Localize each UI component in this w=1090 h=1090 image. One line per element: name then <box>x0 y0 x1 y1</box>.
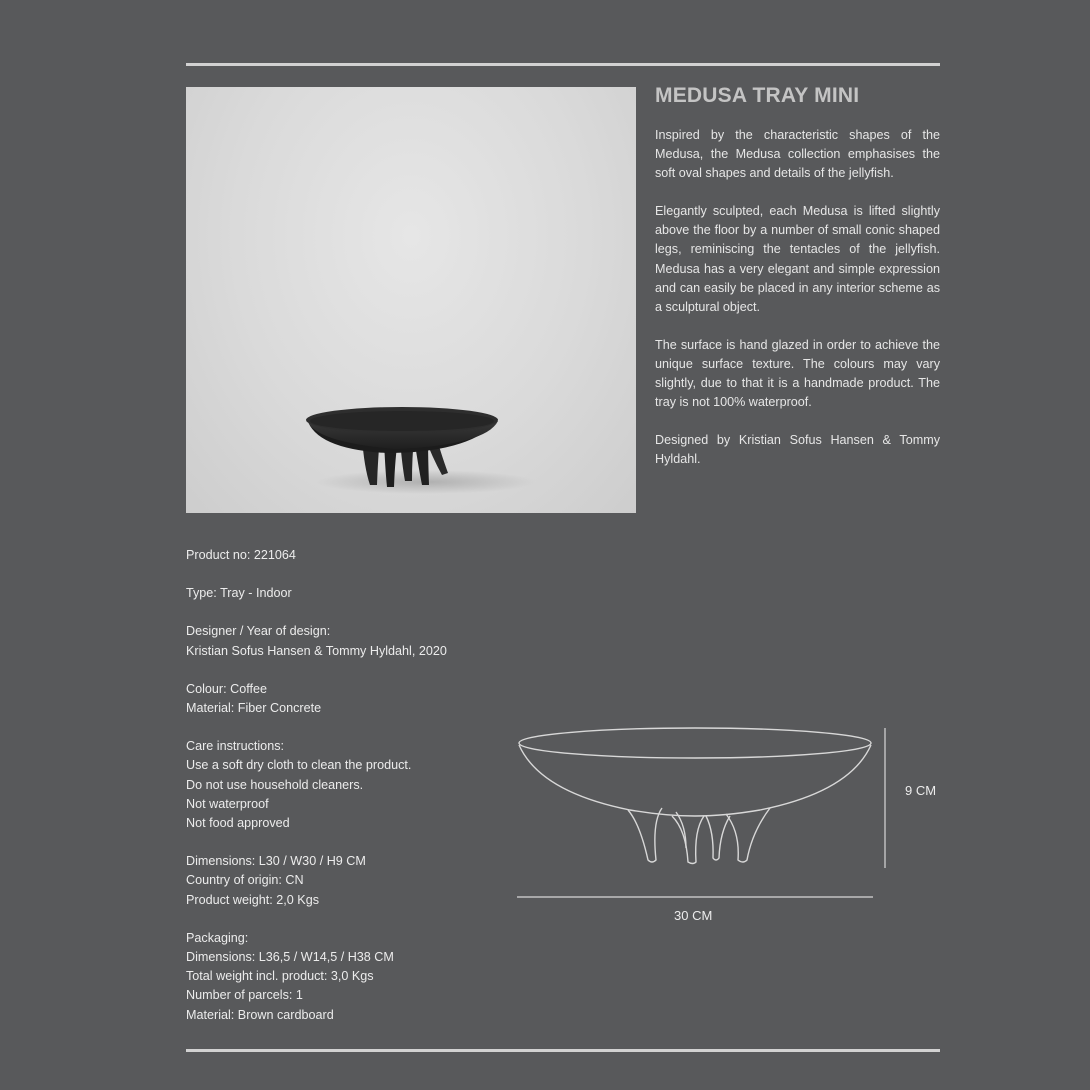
spec-line: Material: Fiber Concrete <box>186 701 322 716</box>
spec-line: Type: Tray - Indoor <box>186 586 292 601</box>
spec-packaging <box>186 929 516 1025</box>
top-divider <box>186 63 940 66</box>
spec-line: Not waterproof <box>186 796 269 811</box>
description-paragraph: The surface is hand glazed in order to achieve the unique surface texture. The colours may vary slightly, due to that it is a handmade product. The tray is not 100% waterproof. <box>655 337 940 410</box>
width-dimension-label: 30 CM <box>674 908 713 923</box>
product-title: MEDUSA TRAY MINI <box>655 84 860 107</box>
spec-line: Product no: 221064 <box>186 548 296 562</box>
spec-type <box>186 584 516 603</box>
spec-line: Care instructions: <box>186 739 284 754</box>
tray-leg-outline <box>726 808 770 862</box>
technical-drawing <box>500 712 900 912</box>
description-paragraph: Designed by Kristian Sofus Hansen & Tommy Hyldahl. <box>655 433 940 467</box>
spec-care <box>186 737 516 833</box>
tray-rim-outline <box>519 728 871 758</box>
description-paragraph: Elegantly sculpted, each Medusa is lifted slightly above the floor by a number of small conic shaped legs, reminiscing the tentacles of the jellyfish. Medusa has a very elegant and simple expression and can easily be placed in any interior scheme as a sculptural object. <box>655 204 940 314</box>
product-description <box>655 126 940 488</box>
tray-leg-outline <box>706 816 730 860</box>
spec-line: Dimensions: L36,5 / W14,5 / H38 CM <box>186 950 394 965</box>
spec-line: Product weight: 2,0 Kgs <box>186 892 320 907</box>
product-specs <box>186 546 516 1044</box>
spec-line: Material: Brown cardboard <box>186 1007 334 1022</box>
spec-line: Colour: Coffee <box>186 681 267 696</box>
tray-leg-outline <box>672 816 704 864</box>
spec-product-no <box>186 546 516 565</box>
spec-colour-material <box>186 680 516 718</box>
product-photo <box>186 87 636 513</box>
spec-line: Dimensions: L30 / W30 / H9 CM <box>186 854 366 869</box>
spec-line: Kristian Sofus Hansen & Tommy Hyldahl, 2020 <box>186 643 447 658</box>
spec-designer <box>186 622 516 660</box>
spec-line: Total weight incl. product: 3,0 Kgs <box>186 969 374 984</box>
spec-line: Packaging: <box>186 930 249 945</box>
medusa-tray-image <box>186 87 636 513</box>
spec-dimensions <box>186 852 516 910</box>
spec-line: Designer / Year of design: <box>186 624 331 639</box>
spec-line: Do not use household cleaners. <box>186 777 364 792</box>
description-paragraph: Inspired by the characteristic shapes of the Medusa, the Medusa collection emphasises the soft oval shapes and details of the jellyfish. <box>655 128 940 181</box>
spec-line: Use a soft dry cloth to clean the product. <box>186 758 412 773</box>
tray-body-outline <box>519 745 871 816</box>
tray-leg-outline <box>628 808 662 862</box>
bottom-divider <box>186 1049 940 1052</box>
height-dimension-label: 9 CM <box>905 783 937 798</box>
spec-line: Not food approved <box>186 816 290 831</box>
spec-line: Country of origin: CN <box>186 873 304 888</box>
spec-line: Number of parcels: 1 <box>186 988 303 1003</box>
